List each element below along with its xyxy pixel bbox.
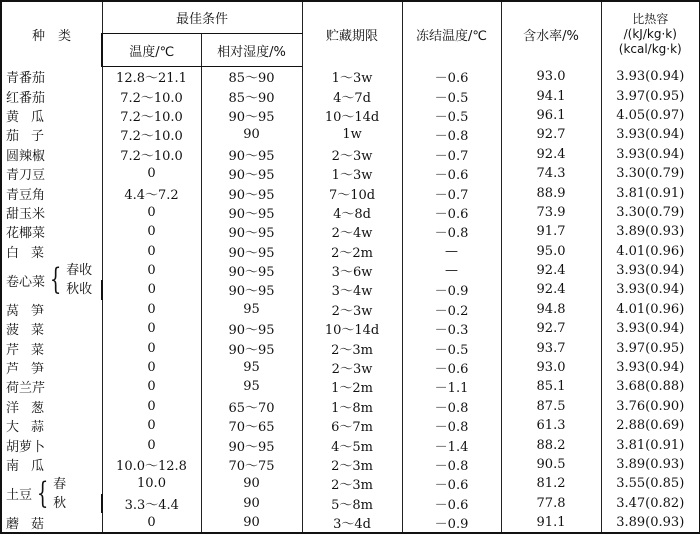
humidity-cell: 70～65 (201, 416, 302, 435)
freeze-temp-cell: －0.7 (402, 145, 501, 164)
storage-period-cell: 6～7m (302, 416, 402, 435)
specific-heat-cell: 3.93(0.94) (601, 125, 700, 144)
freeze-temp-cell: －0.6 (402, 67, 501, 87)
table-row (1, 300, 700, 319)
water-content-cell: 92.7 (501, 319, 601, 338)
specific-heat-cell: 3.30(0.79) (601, 203, 700, 222)
vegetable-name: 红番茄 (1, 86, 102, 105)
freeze-temp-cell: －0.6 (402, 203, 501, 222)
storage-period-cell: 2～3w (302, 300, 402, 319)
table-row (1, 494, 700, 513)
table-row (1, 183, 700, 202)
water-content-cell: 73.9 (501, 203, 601, 222)
vegetable-name-text: 白菜 (6, 245, 44, 261)
storage-period-cell: 5～8m (302, 494, 402, 513)
vegetable-name-text: 南瓜 (6, 459, 44, 474)
vegetable-name-text: 芹菜 (6, 342, 44, 358)
vegetable-name-text: 蘑菇 (6, 517, 44, 533)
temperature-cell: 7.2～10.0 (102, 125, 201, 144)
humidity-cell: 90～95 (201, 435, 302, 454)
header-storage: 贮藏期限 (302, 1, 402, 67)
table-row (1, 377, 700, 396)
vegetable-name (1, 319, 102, 338)
storage-period-cell: 2～3m (302, 338, 402, 357)
temperature-cell: 0 (102, 416, 201, 435)
freeze-temp-cell: －0.7 (402, 183, 501, 202)
water-content-cell: 92.4 (501, 261, 601, 280)
water-content-cell: 88.2 (501, 435, 601, 454)
table-row (1, 513, 700, 533)
humidity-cell: 90～95 (201, 222, 302, 241)
table-row (1, 86, 700, 105)
humidity-cell: 90～95 (201, 280, 302, 299)
storage-period-cell: 4～8d (302, 203, 402, 222)
water-content-cell: 94.1 (501, 86, 601, 105)
header-specific-heat-line3: (kcal/kg·k) (618, 41, 682, 56)
vegetable-group-label: 土豆 (6, 488, 33, 504)
vegetable-name: 圆辣椒 (1, 145, 102, 164)
water-content-cell: 92.4 (501, 280, 601, 299)
storage-period-cell: 7～10d (302, 183, 402, 202)
humidity-cell: 90 (201, 474, 302, 493)
water-content-cell: 81.2 (501, 474, 601, 493)
storage-period-cell: 1～3w (302, 164, 402, 183)
specific-heat-cell: 3.93(0.94) (601, 280, 700, 299)
water-content-cell: 96.1 (501, 106, 601, 125)
vegetable-name: 胡萝卜 (1, 435, 102, 454)
vegetable-name (1, 455, 102, 474)
vegetable-name-text: 菠菜 (6, 323, 44, 339)
specific-heat-cell: 3.93(0.94) (601, 67, 700, 87)
water-content-cell: 74.3 (501, 164, 601, 183)
table-row (1, 67, 700, 87)
freeze-temp-cell: — (402, 242, 501, 261)
specific-heat-cell: 3.55(0.85) (601, 474, 700, 493)
temperature-cell: 7.2～10.0 (102, 145, 201, 164)
vegetable-name-text: 莴笋 (6, 303, 44, 319)
header-specific-heat (601, 1, 700, 67)
temperature-cell: 7.2～10.0 (102, 86, 201, 105)
storage-period-cell: 2～2m (302, 242, 402, 261)
freeze-temp-cell: －0.8 (402, 455, 501, 474)
temperature-cell: 0 (102, 261, 201, 280)
humidity-cell: 85～90 (201, 67, 302, 87)
specific-heat-cell: 3.47(0.82) (601, 494, 700, 513)
table-row (1, 397, 700, 416)
storage-period-cell: 10～14d (302, 319, 402, 338)
table-row (1, 455, 700, 474)
specific-heat-cell: 3.89(0.93) (601, 513, 700, 533)
temperature-cell: 0 (102, 358, 201, 377)
specific-heat-cell: 3.93(0.94) (601, 358, 700, 377)
water-content-cell: 88.9 (501, 183, 601, 202)
header-best-conditions: 最佳条件 (102, 1, 302, 34)
temperature-cell: 0 (102, 319, 201, 338)
specific-heat-cell: 3.97(0.95) (601, 86, 700, 105)
table-row (1, 338, 700, 357)
sub-variety-label: 春收 (66, 263, 93, 279)
vegetable-name (1, 106, 102, 125)
humidity-cell: 95 (201, 377, 302, 396)
humidity-cell: 85～90 (201, 86, 302, 105)
humidity-cell: 90 (201, 125, 302, 144)
header-temperature: 温度/℃ (102, 34, 201, 67)
water-content-cell: 94.8 (501, 300, 601, 319)
table-row (1, 319, 700, 338)
water-content-cell: 92.7 (501, 125, 601, 144)
water-content-cell: 93.0 (501, 358, 601, 377)
vegetable-name (1, 513, 102, 533)
specific-heat-cell: 3.97(0.95) (601, 338, 700, 357)
humidity-cell: 90～95 (201, 203, 302, 222)
table-row (1, 242, 700, 261)
storage-period-cell: 4～7d (302, 86, 402, 105)
humidity-cell: 90～95 (201, 106, 302, 125)
vegetable-name (1, 416, 102, 435)
temperature-cell: 0 (102, 300, 201, 319)
humidity-cell: 90 (201, 513, 302, 533)
vegetable-name: 荷兰芹 (1, 377, 102, 396)
specific-heat-cell: 3.89(0.93) (601, 222, 700, 241)
storage-period-cell: 4～5m (302, 435, 402, 454)
water-content-cell: 95.0 (501, 242, 601, 261)
storage-period-cell: 10～14d (302, 106, 402, 125)
table-row (1, 222, 700, 241)
temperature-cell: 0 (102, 377, 201, 396)
temperature-cell: 0 (102, 242, 201, 261)
temperature-cell: 12.8～21.1 (102, 67, 201, 87)
freeze-temp-cell: －0.9 (402, 513, 501, 533)
sub-variety-list (66, 261, 92, 299)
vegetable-name: 甜玉米 (1, 203, 102, 222)
specific-heat-cell: 2.88(0.69) (601, 416, 700, 435)
humidity-cell: 90～95 (201, 242, 302, 261)
vegetable-name (1, 338, 102, 357)
specific-heat-cell: 3.76(0.90) (601, 397, 700, 416)
storage-period-cell: 2～3w (302, 145, 402, 164)
temperature-cell: 7.2～10.0 (102, 106, 201, 125)
vegetable-group-name (1, 261, 102, 300)
header-water: 含水率/% (501, 1, 601, 67)
vegetable-name (1, 358, 102, 377)
humidity-cell: 90～95 (201, 338, 302, 357)
humidity-cell: 90 (201, 494, 302, 513)
specific-heat-cell: 3.81(0.91) (601, 435, 700, 454)
storage-period-cell: 3～4w (302, 280, 402, 299)
specific-heat-cell: 4.05(0.97) (601, 106, 700, 125)
freeze-temp-cell: －0.2 (402, 300, 501, 319)
temperature-cell: 0 (102, 513, 201, 533)
storage-period-cell: 1w (302, 125, 402, 144)
sub-variety-label: 春 (53, 476, 67, 492)
water-content-cell: 77.8 (501, 494, 601, 513)
vegetable-name-text: 大蒜 (6, 420, 44, 436)
temperature-cell: 0 (102, 222, 201, 241)
temperature-cell: 0 (102, 338, 201, 357)
humidity-cell: 95 (201, 300, 302, 319)
specific-heat-cell: 3.93(0.94) (601, 319, 700, 338)
temperature-cell: 0 (102, 203, 201, 222)
vegetable-name-text: 洋葱 (6, 400, 44, 416)
sub-variety-label: 秋 (53, 495, 67, 511)
table-row (1, 164, 700, 183)
table-row (1, 145, 700, 164)
water-content-cell: 61.3 (501, 416, 601, 435)
vegetable-name: 青豆角 (1, 183, 102, 202)
temperature-cell: 0 (102, 397, 201, 416)
water-content-cell: 91.1 (501, 513, 601, 533)
storage-period-cell: 3～6w (302, 261, 402, 280)
sub-variety-label: 秋收 (66, 282, 93, 298)
storage-period-cell: 3～4d (302, 513, 402, 533)
freeze-temp-cell: －0.9 (402, 280, 501, 299)
vegetable-name (1, 125, 102, 144)
freeze-temp-cell: －0.5 (402, 106, 501, 125)
storage-period-cell: 1～3w (302, 67, 402, 87)
specific-heat-cell: 3.93(0.94) (601, 261, 700, 280)
freeze-temp-cell: －0.8 (402, 416, 501, 435)
freeze-temp-cell: －0.5 (402, 338, 501, 357)
freeze-temp-cell: －0.6 (402, 494, 501, 513)
header-humidity: 相对湿度/% (201, 34, 302, 67)
vegetable-name (1, 242, 102, 261)
temperature-cell: 0 (102, 435, 201, 454)
table-row (1, 416, 700, 435)
humidity-cell: 70～75 (201, 455, 302, 474)
vegetable-name: 青刀豆 (1, 164, 102, 183)
storage-period-cell: 2～4w (302, 222, 402, 241)
water-content-cell: 91.7 (501, 222, 601, 241)
temperature-cell: 10.0～12.8 (102, 455, 201, 474)
vegetable-name-text: 黄瓜 (6, 109, 44, 125)
humidity-cell: 90～95 (201, 164, 302, 183)
humidity-cell: 65～70 (201, 397, 302, 416)
freeze-temp-cell: －1.4 (402, 435, 501, 454)
freeze-temp-cell: －0.3 (402, 319, 501, 338)
table-row (1, 203, 700, 222)
water-content-cell: 87.5 (501, 397, 601, 416)
storage-period-cell: 1～2m (302, 377, 402, 396)
table-row (1, 261, 700, 280)
freeze-temp-cell: －0.8 (402, 125, 501, 144)
freeze-temp-cell: — (402, 261, 501, 280)
vegetable-name: 青番茄 (1, 67, 102, 87)
table-row (1, 125, 700, 144)
freeze-temp-cell: －0.8 (402, 222, 501, 241)
table-row (1, 280, 700, 299)
humidity-cell: 95 (201, 358, 302, 377)
storage-period-cell: 1～8m (302, 397, 402, 416)
brace-symbol: { (49, 262, 62, 298)
header-specific-heat-line1: 比热容 (632, 11, 669, 26)
temperature-cell: 10.0 (102, 474, 201, 493)
table-row (1, 106, 700, 125)
temperature-cell: 4.4～7.2 (102, 183, 201, 202)
table-row (1, 358, 700, 377)
freeze-temp-cell: －0.6 (402, 164, 501, 183)
vegetable-name-text: 茄子 (6, 129, 44, 145)
storage-period-cell: 2～3m (302, 455, 402, 474)
storage-period-cell: 2～3w (302, 358, 402, 377)
temperature-cell: 3.3～4.4 (102, 494, 201, 513)
water-content-cell: 90.5 (501, 455, 601, 474)
specific-heat-cell: 3.89(0.93) (601, 455, 700, 474)
freeze-temp-cell: －0.5 (402, 86, 501, 105)
freeze-temp-cell: －0.6 (402, 474, 501, 493)
vegetable-name: 花椰菜 (1, 222, 102, 241)
specific-heat-cell: 3.30(0.79) (601, 164, 700, 183)
table-row (1, 474, 700, 493)
vegetable-group-name (1, 474, 102, 513)
brace-symbol: { (36, 475, 49, 511)
water-content-cell: 93.0 (501, 67, 601, 87)
water-content-cell: 85.1 (501, 377, 601, 396)
header-specific-heat-line2: /(kJ/kg·k) (623, 26, 677, 41)
humidity-cell: 90～95 (201, 145, 302, 164)
specific-heat-cell: 4.01(0.96) (601, 242, 700, 261)
vegetable-group-label: 卷心菜 (6, 274, 46, 290)
temperature-cell: 0 (102, 164, 201, 183)
temperature-cell: 0 (102, 280, 201, 299)
header-kind: 种 类 (1, 1, 102, 67)
freeze-temp-cell: －1.1 (402, 377, 501, 396)
header-freeze: 冻结温度/℃ (402, 1, 501, 67)
table-row (1, 435, 700, 454)
vegetable-name (1, 397, 102, 416)
water-content-cell: 93.7 (501, 338, 601, 357)
humidity-cell: 90～95 (201, 183, 302, 202)
vegetable-name (1, 300, 102, 319)
water-content-cell: 92.4 (501, 145, 601, 164)
specific-heat-cell: 3.68(0.88) (601, 377, 700, 396)
humidity-cell: 90～95 (201, 319, 302, 338)
storage-period-cell: 2～3m (302, 474, 402, 493)
specific-heat-cell: 4.01(0.96) (601, 300, 700, 319)
specific-heat-cell: 3.81(0.91) (601, 183, 700, 202)
humidity-cell: 90～95 (201, 261, 302, 280)
vegetable-name-text: 芦笋 (6, 362, 44, 378)
specific-heat-cell: 3.93(0.94) (601, 145, 700, 164)
sub-variety-list (53, 475, 66, 513)
freeze-temp-cell: －0.8 (402, 397, 501, 416)
freeze-temp-cell: －0.6 (402, 358, 501, 377)
